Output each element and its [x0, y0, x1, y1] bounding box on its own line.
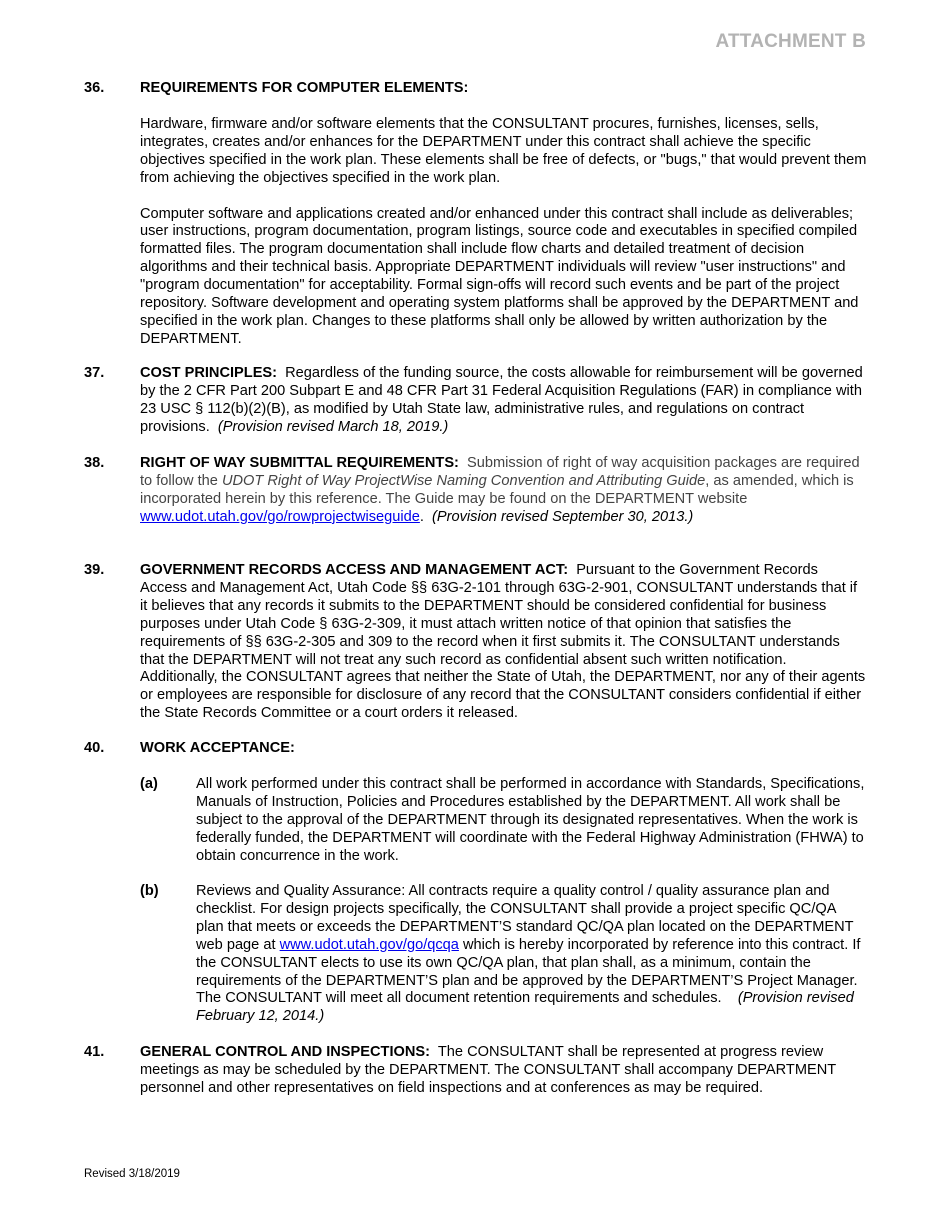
- revision-note: (Provision revised February 12, 2014.): [196, 990, 854, 1025]
- revision-footer: Revised 3/18/2019: [84, 1168, 180, 1180]
- attachment-label: ATTACHMENT B: [715, 31, 866, 52]
- rowprojectwiseguide-link[interactable]: www.udot.utah.gov/go/rowprojectwiseguide: [140, 508, 420, 525]
- section-heading: GENERAL CONTROL AND INSPECTIONS:: [140, 1044, 431, 1060]
- section-37: [84, 365, 867, 437]
- section-text: Regardless of the funding source, the costs allowable for reimbursement will be governed by the 2 CFR Part 200 Subpart E and 48 CFR Part 31 Federal Acquisition Regulations (FAR) in compliance with 23 USC § 112(b)(2)(B), as modified by Utah State law, administrative rules, and regulations on contract provisions.: [140, 365, 863, 435]
- section-text: Pursuant to the Government Records Access and Management Act, Utah Code §§ 63G-2-101 through 63G-2-901, CONSULTANT understands that if it believes that any records it submits to the DEPARTMENT should be considered confidential for business purposes under Utah Code § 63G-2-309, it must attach written notice of that opinion that satisfies the requirements of §§ 63G-2-305 and 309 to the record when it first submits it. The CONSULTANT understands that the DEPARTMENT will not treat any such record as confidential absent such written notification. Additionally, the CONSULTANT agrees that neither the State of Utah, the DEPARTMENT, nor any of their agents or employees are responsible for disclosure of any record that the CONSULTANT considers confidential if either the State Records Committee or a court orders it released.: [140, 562, 866, 722]
- section-text: The CONSULTANT shall be represented at progress review meetings as may be scheduled by the DEPARTMENT. The CONSULTANT shall accompany DEPARTMENT personnel and other representatives on field inspections and at conferences as may be required.: [140, 1044, 836, 1096]
- section-number: 38.: [84, 455, 105, 471]
- section-36: [84, 80, 867, 349]
- section-number: 41.: [84, 1044, 105, 1060]
- section-heading: WORK ACCEPTANCE:: [140, 740, 295, 756]
- guide-title: UDOT Right of Way ProjectWise Naming Convention and Attributing Guide: [221, 472, 706, 489]
- subsection-label: (b): [140, 883, 159, 899]
- section-39: [84, 562, 867, 723]
- paragraph: Computer software and applications created and/or enhanced under this contract shall include as deliverables; user instructions, program documentation, program listings, source code and executables in specified compiled formatted files. The program documentation shall include flow charts and detailed treatment of decision algorithms and their technical basis. Appropriate DEPARTMENT individuals will review "user instructions" and "program documentation" for acceptability. Formal sign-offs will record such events and be part of the project repository. Software development and operating system platforms shall be approved by the DEPARTMENT and specified in the work plan. Changes to these platforms shall only be allowed by written authorization by the DEPARTMENT.: [140, 205, 859, 347]
- section-number: 40.: [84, 740, 105, 756]
- revision-note: (Provision revised March 18, 2019.): [217, 418, 449, 435]
- section-text: Submission of right of way acquisition packages are required to follow the: [140, 455, 860, 489]
- section-heading: RIGHT OF WAY SUBMITTAL REQUIREMENTS:: [140, 455, 459, 471]
- subsection-b: [140, 883, 867, 1026]
- subsection-text: All work performed under this contract shall be performed in accordance with Standards, Specifications, Manuals of Instruction, Policies and Procedures established by the DEPARTMENT. All work shall be subject to the approval of the DEPARTMENT through its designated representatives. When the work is federally funded, the DEPARTMENT will coordinate with the Federal Highway Administration (FHWA) to obtain concurrence in the work.: [196, 776, 865, 864]
- section-number: 36.: [84, 80, 105, 96]
- qcqa-link[interactable]: www.udot.utah.gov/go/qcqa: [279, 936, 459, 953]
- section-38: 38. RIGHT OF WAY SUBMITTAL REQUIREMENTS: Submission of right of way acquisition packages are required to follow the UDOT Right of Way ProjectWise Naming Convention and Attributing Guide, as amended, which is incorporated herein by this reference. The Guide may be found on the DEPARTMENT website www.udot.utah.gov/go/rowprojectwiseguide. (Provision revised September 30, 2013.): [84, 455, 860, 525]
- section-heading: REQUIREMENTS FOR COMPUTER ELEMENTS:: [140, 80, 469, 96]
- section-heading: GOVERNMENT RECORDS ACCESS AND MANAGEMENT ACT:: [140, 562, 569, 578]
- subsection-a: [140, 776, 867, 866]
- section-number: 37.: [84, 365, 105, 381]
- paragraph: Hardware, firmware and/or software elements that the CONSULTANT procures, furnishes, licenses, sells, integrates, creates and/or enhances for the DEPARTMENT under this contract shall achieve the specific objectives specified in the work plan. These elements shall be free of defects, or "bugs," that would prevent them from achieving the objectives specified in the work plan.: [140, 115, 867, 186]
- section-heading: COST PRINCIPLES:: [140, 365, 278, 381]
- subsection-text: which is hereby incorporated by reference into this contract. If the CONSULTANT elects to use its own QC/QA plan, that plan shall, as a minimum, contain the requirements of the DEPARTMENT’S plan and be approved by the DEPARTMENT’S Project Manager. The CONSULTANT will meet all document retention requirements and schedules.: [196, 936, 861, 1007]
- section-text: , as amended, which is incorporated herein by this reference. The Guide may be found on the DEPARTMENT website: [140, 472, 854, 507]
- subsection-text: Reviews and Quality Assurance: All contracts require a quality control / quality assurance plan and checklist. For design projects specifically, the CONSULTANT shall provide a project specific QC/QA plan that meets or exceeds the DEPARTMENT’S standard QC/QA plan located on the DEPARTMENT web page at: [196, 883, 854, 953]
- section-number: 39.: [84, 562, 105, 578]
- section-40: [84, 740, 867, 758]
- subsection-label: (a): [140, 776, 158, 792]
- section-41: [84, 1044, 867, 1098]
- revision-note: (Provision revised September 30, 2013.): [432, 508, 694, 525]
